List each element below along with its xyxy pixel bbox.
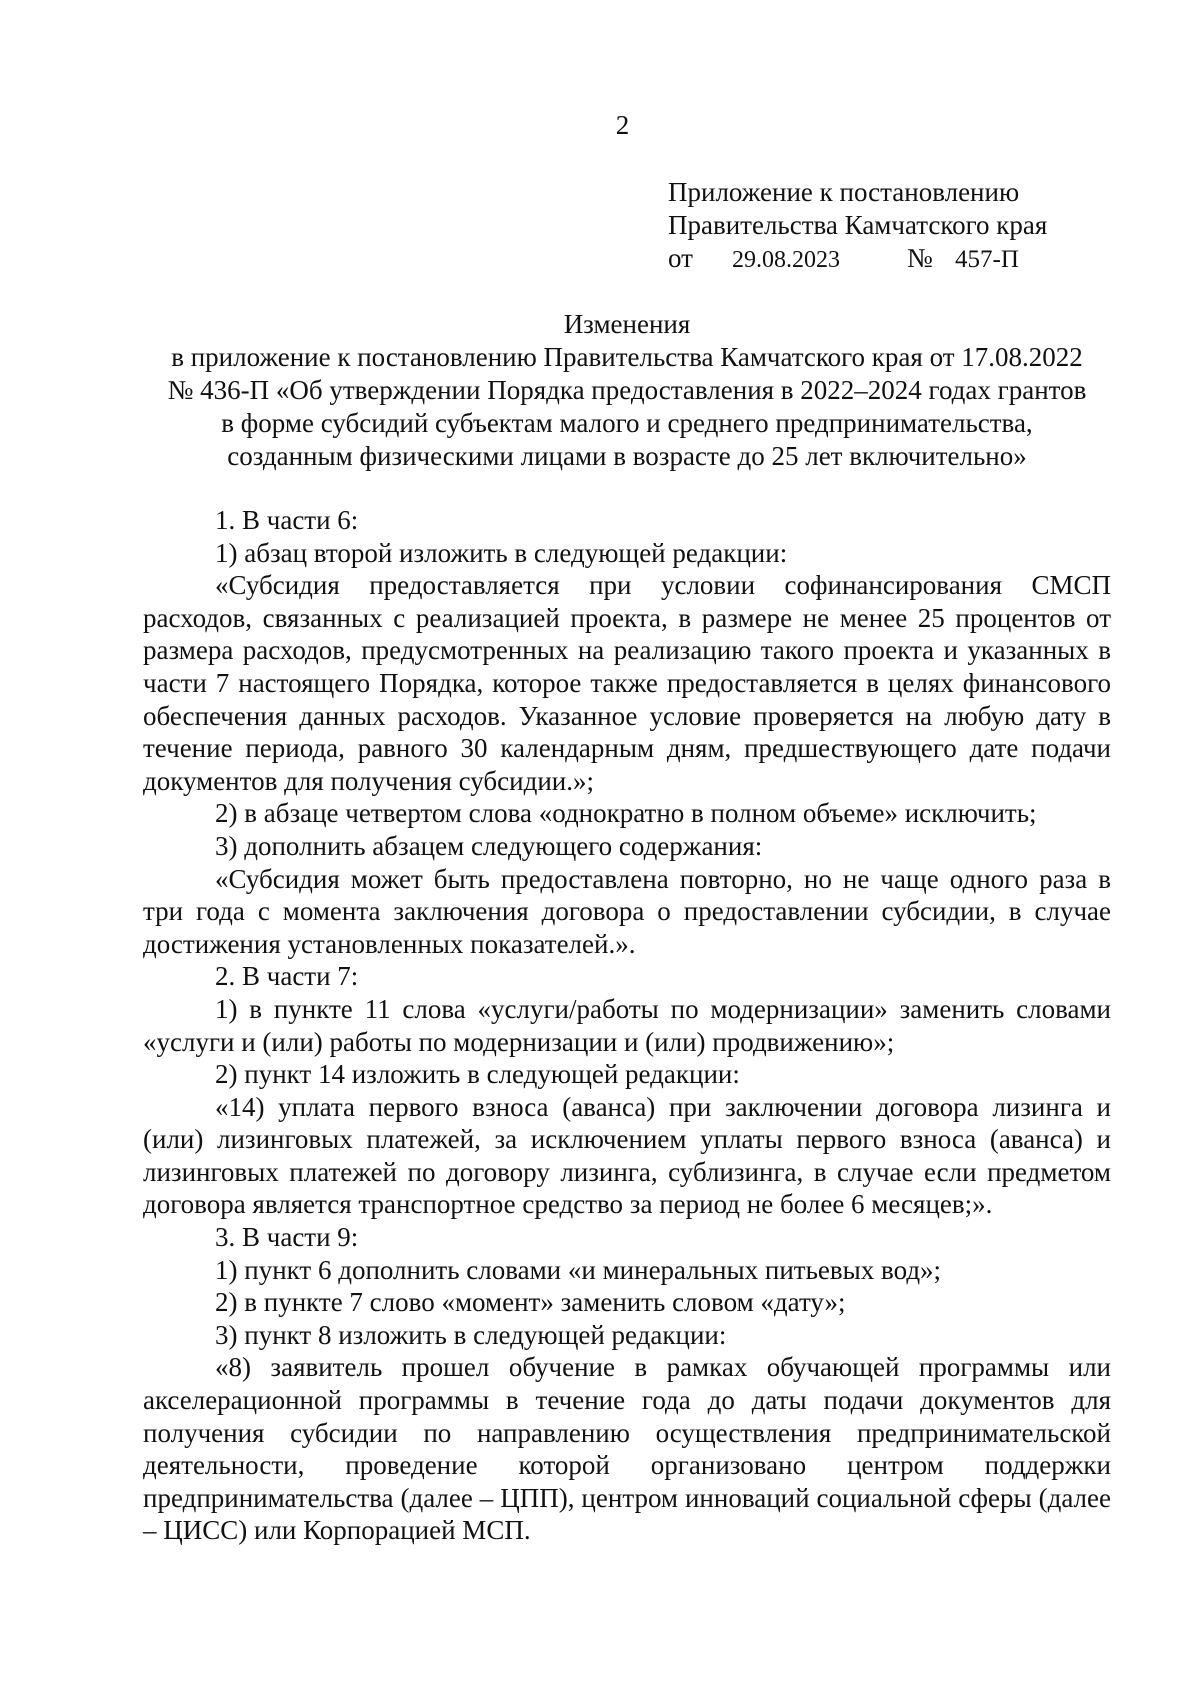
paragraph: 1) пункт 6 дополнить словами «и минеральных питьевых вод»; bbox=[215, 1254, 942, 1285]
date-label: от bbox=[668, 243, 693, 273]
paragraph: 2. В части 7: bbox=[215, 961, 359, 992]
document-body bbox=[143, 504, 1111, 1547]
title-line-1: в приложение к постановлению Правительства Камчатского края от 17.08.2022 bbox=[171, 342, 1083, 372]
appendix-line-2: Правительства Камчатского края bbox=[668, 210, 1048, 240]
paragraph: 2) пункт 14 изложить в следующей редакции: bbox=[215, 1059, 740, 1090]
paragraph: 3) дополнить абзацем следующего содержания: bbox=[215, 830, 763, 861]
paragraph: 3. В части 9: bbox=[215, 1222, 359, 1253]
paragraph: 1. В части 6: bbox=[215, 505, 359, 535]
paragraph: 2) в пункте 7 слово «момент» заменить словом «дату»; bbox=[215, 1287, 846, 1318]
title-line-3: в форме субсидий субъектам малого и среднего предпринимательства, bbox=[221, 408, 1033, 438]
number-label: № bbox=[907, 243, 933, 273]
paragraph: 1) абзац второй изложить в следующей редакции: bbox=[215, 537, 788, 568]
paragraph: «8) заявитель прошел обучение в рамках обучающей программы или акселерационной программы в течение года до даты подачи документов для получения субсидии по направлению осуществления предпринимательской деятельности, проведение которой организовано центром поддержки предпринимательства (далее – ЦПП), центром инноваций социальной сферы (далее – ЦИСС) или Корпорацией МСП. bbox=[143, 1352, 1111, 1546]
number-value: 457-П bbox=[955, 246, 1019, 273]
paragraph: 2) в абзаце четвертом слова «однократно в полном объеме» исключить; bbox=[215, 798, 1037, 829]
paragraph: 1) в пункте 11 слова «услуги/работы по модернизации» заменить словами «услуги и (или) работы по модернизации и (или) продвижению»; bbox=[143, 993, 1111, 1057]
document-title bbox=[143, 308, 1111, 473]
title-line-4: созданным физическими лицами в возрасте до 25 лет включительно» bbox=[227, 441, 1027, 471]
appendix-block bbox=[668, 176, 1088, 277]
paragraph: «14) уплата первого взноса (аванса) при заключении договора лизинга и (или) лизинговых платежей, за исключением уплаты первого взноса (аванса) и лизинговых платежей по договору лизинга, сублизинга, в случае если предметом договора является транспортное средство за период не более 6 месяцев;». bbox=[143, 1091, 1111, 1220]
title-line-2: № 436-П «Об утверждении Порядка предоставления в 2022–2024 годах грантов bbox=[167, 375, 1087, 405]
paragraph: «Субсидия предоставляется при условии софинансирования СМСП расходов, связанных с реализацией проекта, в размере не менее 25 процентов от размера расходов, предусмотренных на реализацию такого проекта и указанных в части 7 настоящего Порядка, которое также предоставляется в целях финансового обеспечения данных расходов. Указанное условие проверяется на любую дату в течение периода, равного 30 календарным дням, предшествующего дате подачи документов для получения субсидии.»; bbox=[143, 570, 1111, 796]
paragraph: 3) пункт 8 изложить в следующей редакции: bbox=[215, 1319, 727, 1350]
paragraph: «Субсидия может быть предоставлена повторно, но не чаще одного раза в три года с момента заключения договора о предоставлении субсидии, в случае достижения установленных показателей.». bbox=[143, 863, 1111, 959]
appendix-date-line bbox=[668, 242, 1088, 277]
appendix-line-1: Приложение к постановлению bbox=[668, 177, 1020, 207]
title-heading: Изменения bbox=[563, 309, 691, 339]
date-value: 29.08.2023 bbox=[732, 247, 840, 273]
page-number: 2 bbox=[615, 110, 630, 140]
